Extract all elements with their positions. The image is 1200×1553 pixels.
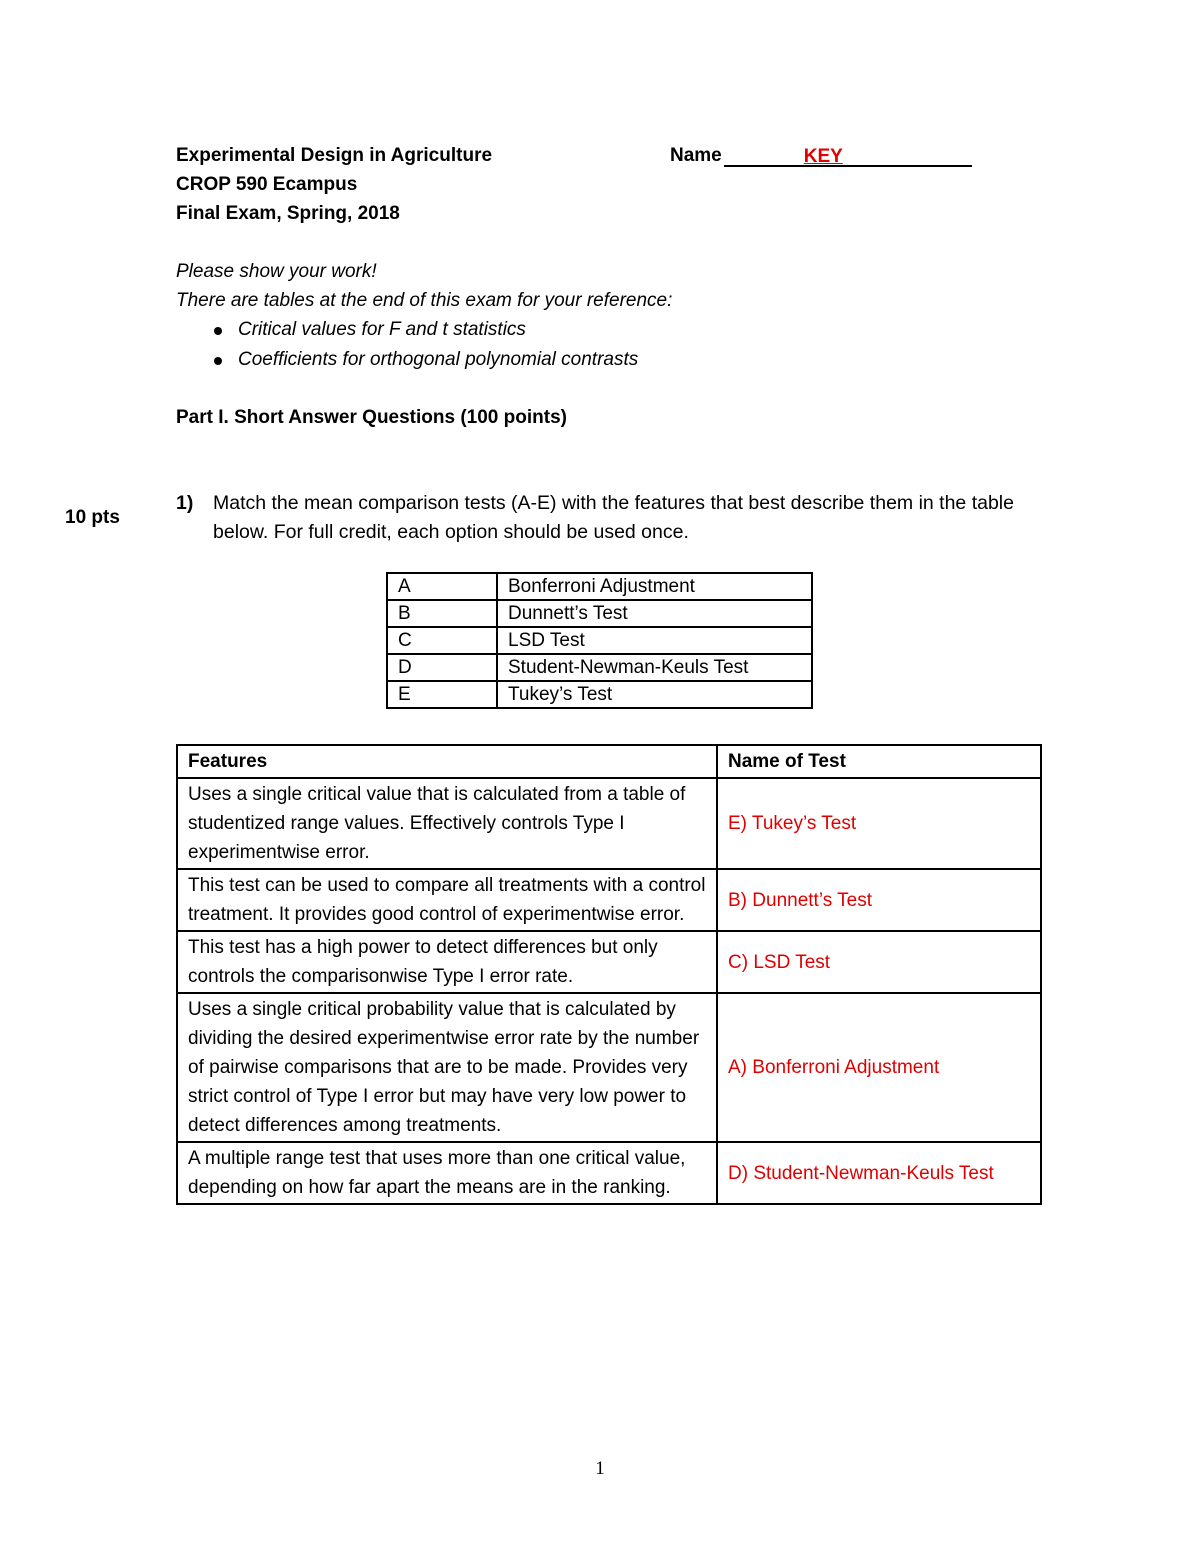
feature-description: This test can be used to compare all treatments with a control treatment. It provides good control of experimentwise error. <box>177 869 717 931</box>
course-code: CROP 590 Ecampus <box>176 174 358 195</box>
table-row <box>177 778 1041 869</box>
reference-list <box>176 315 876 375</box>
course-title: Experimental Design in Agriculture <box>176 145 493 166</box>
table-header-row <box>177 745 1041 778</box>
answer-cell: A) Bonferroni Adjustment <box>717 993 1041 1142</box>
instruction-show-work: Please show your work! <box>176 261 377 282</box>
table-row <box>387 681 812 708</box>
reference-item: Critical values for F and t statistics <box>176 315 876 345</box>
bullet-icon <box>214 357 222 365</box>
answer-cell: C) LSD Test <box>717 931 1041 993</box>
options-table <box>386 572 813 709</box>
table-row <box>387 600 812 627</box>
option-letter: B <box>387 600 497 627</box>
question-text: Match the mean comparison tests (A-E) with the features that best describe them in the table below. For full credit, each option should be used once. <box>213 492 1014 543</box>
exam-title: Final Exam, Spring, 2018 <box>176 203 400 224</box>
option-name: Tukey’s Test <box>497 681 812 708</box>
table-row <box>387 627 812 654</box>
feature-description: Uses a single critical value that is calculated from a table of studentized range values. Effectively controls Type I experimentwise error. <box>177 778 717 869</box>
option-letter: E <box>387 681 497 708</box>
table-row <box>177 1142 1041 1204</box>
name-value: KEY <box>803 146 843 167</box>
feature-description: This test has a high power to detect differences but only controls the comparisonwise Type I error rate. <box>177 931 717 993</box>
table-row <box>177 869 1041 931</box>
feature-description: A multiple range test that uses more than one critical value, depending on how far apart the means are in the ranking. <box>177 1142 717 1204</box>
feature-description: Uses a single critical probability value that is calculated by dividing the desired experimentwise error rate by the number of pairwise comparisons that are to be made. Provides very strict control of Type I error but may have very low power to detect differences among treatments. <box>177 993 717 1142</box>
option-letter: D <box>387 654 497 681</box>
part-title: Part I. Short Answer Questions (100 points) <box>176 407 567 428</box>
features-header: Features <box>177 745 717 778</box>
option-name: Dunnett’s Test <box>497 600 812 627</box>
option-letter: C <box>387 627 497 654</box>
name-of-test-header: Name of Test <box>717 745 1041 778</box>
option-name: Bonferroni Adjustment <box>497 573 812 600</box>
name-label: Name <box>670 145 722 166</box>
table-row <box>177 931 1041 993</box>
bullet-icon <box>214 327 222 335</box>
option-name: Student-Newman-Keuls Test <box>497 654 812 681</box>
answer-cell: B) Dunnett’s Test <box>717 869 1041 931</box>
name-field <box>670 143 972 167</box>
instruction-tables: There are tables at the end of this exam for your reference: <box>176 290 673 311</box>
question-points: 10 pts <box>65 507 120 528</box>
table-row <box>387 654 812 681</box>
answer-cell: E) Tukey’s Test <box>717 778 1041 869</box>
page-number: 1 <box>595 1458 605 1479</box>
answer-cell: D) Student-Newman-Keuls Test <box>717 1142 1041 1204</box>
table-row <box>387 573 812 600</box>
reference-item: Coefficients for orthogonal polynomial contrasts <box>176 345 876 375</box>
features-table <box>176 744 1042 1205</box>
question-number: 1) <box>176 492 194 514</box>
option-name: LSD Test <box>497 627 812 654</box>
name-blank <box>724 143 972 167</box>
option-letter: A <box>387 573 497 600</box>
table-row <box>177 993 1041 1142</box>
